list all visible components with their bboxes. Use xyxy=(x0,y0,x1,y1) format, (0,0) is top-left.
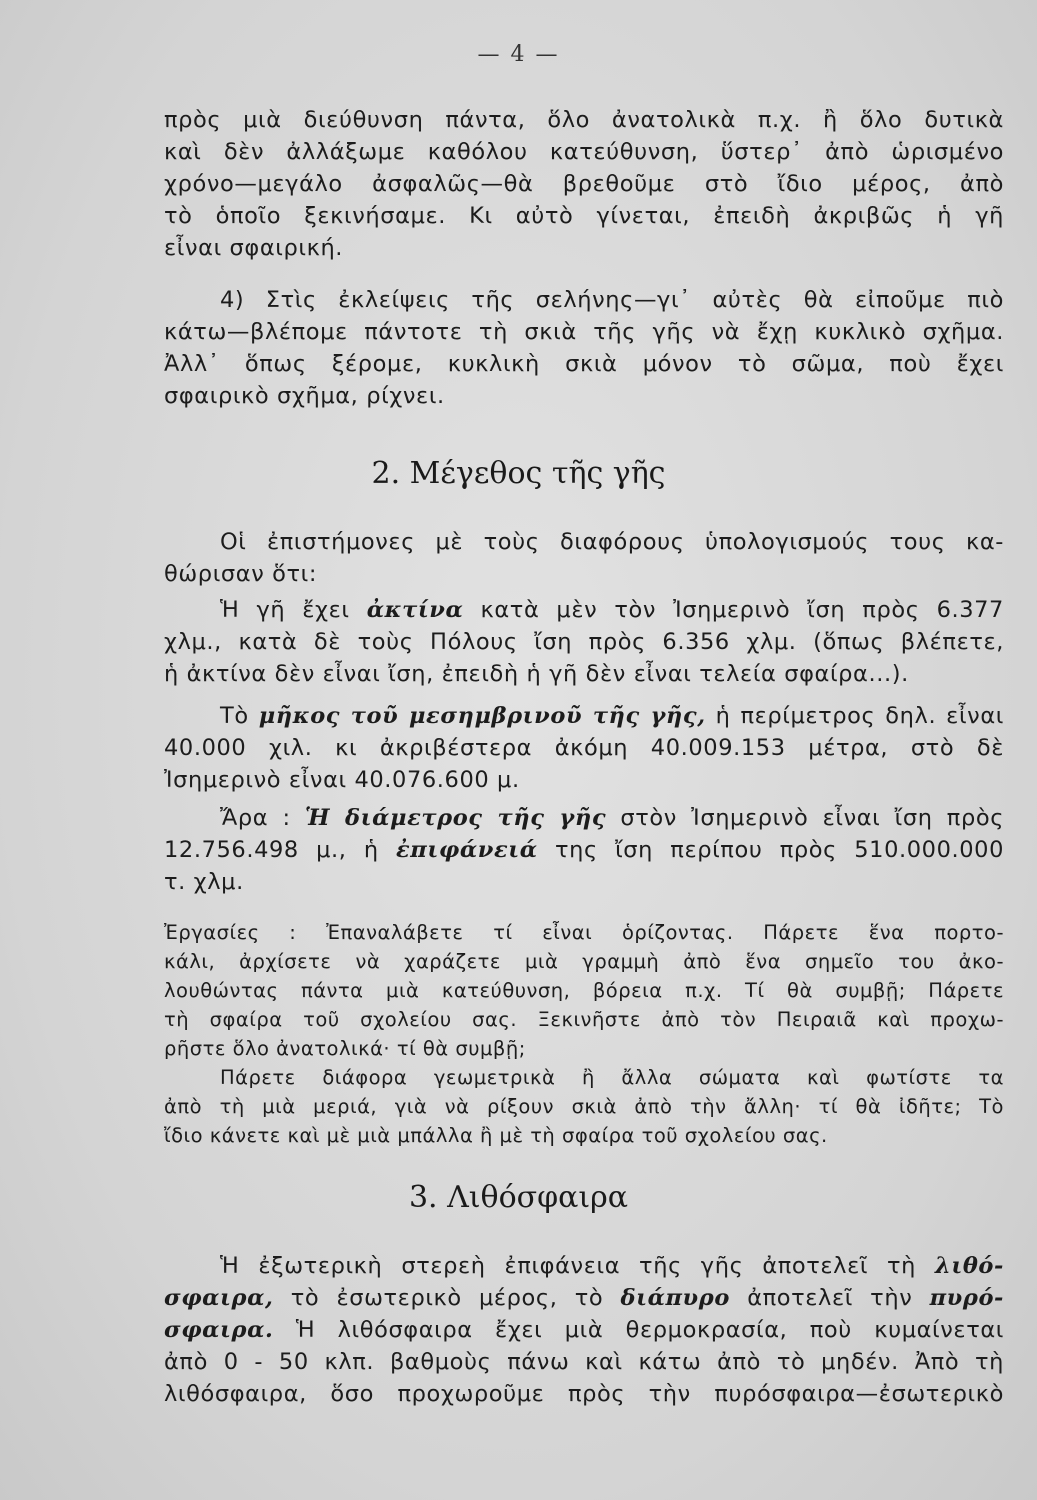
emphasis-surface: ἐπιφάνειά xyxy=(396,837,538,863)
emphasis-diapyro: διάπυρο xyxy=(620,1285,730,1311)
text-line xyxy=(164,700,1004,732)
paragraph-meridian xyxy=(164,700,1004,796)
text-line: Πάρετε διάφορα γεωμετρικὰ ἢ ἄλλα σώματα καὶ φωτίστε τα xyxy=(220,1066,1004,1089)
paragraph-eclipse xyxy=(164,284,1004,412)
text-line: ἴδιο κάνετε καὶ μὲ μιὰ μπάλλα ἢ μὲ τὴ σφαίρα τοῦ σχολείου σας. xyxy=(164,1124,828,1147)
text-line: καὶ δὲν ἀλλάξωμε καθόλου κατεύθυνση, ὕστερ᾽ ἀπὸ ὡρισμένο xyxy=(164,139,1004,165)
text-line: λιθόσφαιρα, ὅσο προχωροῦμε πρὸς τὴν πυρόσφαιρα—ἐσωτερικὸ xyxy=(164,1381,1004,1407)
text-line: ρῆστε ὅλο ἀνατολικά· τί θὰ συμβῇ; xyxy=(164,1037,526,1060)
text-run: Ἐπαναλάβετε τί εἶναι ὁρίζοντας. Πάρετε ἕνα πορτο- xyxy=(326,921,1004,944)
emphasis-radius: ἀκτίνα xyxy=(366,597,464,623)
text-line: ἡ ἀκτίνα δὲν εἶναι ἴση, ἐπειδὴ ἡ γῆ δὲν εἶναι τελεία σφαίρα...). xyxy=(164,661,909,687)
text-line: ἀπὸ 0 - 50 κλπ. βαθμοὺς πάνω καὶ κάτω ἀπὸ τὸ μηδέν. Ἀπὸ τὴ xyxy=(164,1349,1004,1375)
text-line: κάτω—βλέπομε πάντοτε τὴ σκιὰ τῆς γῆς νὰ ἔχῃ κυκλικὸ σχῆμα. xyxy=(164,319,1004,345)
emphasis-meridian: μῆκος τοῦ μεσημβρινοῦ τῆς γῆς, xyxy=(258,703,706,729)
emphasis-pyro: πυρό- xyxy=(929,1285,1004,1311)
paragraph-continuation xyxy=(164,104,1004,264)
text-run: στὸν Ἰσημερινὸ εἶναι ἴση πρὸς xyxy=(620,805,1004,831)
section-heading-size: 2. Μέγεθος τῆς γῆς xyxy=(371,456,666,491)
text-line xyxy=(164,594,1004,626)
exercises-label: Ἐργασίες : xyxy=(164,921,297,944)
text-line: τ. χλμ. xyxy=(164,869,244,895)
text-run: Τὸ xyxy=(220,703,249,729)
text-line: εἶναι σφαιρική. xyxy=(164,235,344,261)
emphasis-pyro-end: σφαιρα. xyxy=(164,1317,274,1343)
paragraph-diameter xyxy=(164,802,1004,898)
text-line xyxy=(164,1314,1004,1346)
text-line: λουθώντας πάντα μιὰ κατεύθυνση, βόρεια π.χ. Τί θὰ συμβῇ; Πάρετε xyxy=(164,979,1004,1002)
text-line: θώρισαν ὅτι: xyxy=(164,561,318,587)
text-line: 4) Στὶς ἐκλείψεις τῆς σελήνης—γι᾽ αὐτὲς θὰ εἰποῦμε πιὸ xyxy=(220,287,1004,313)
text-line xyxy=(164,1282,1004,1314)
text-line: Οἱ ἐπιστήμονες μὲ τοὺς διαφόρους ὑπολογισμούς τους κα- xyxy=(220,529,1004,555)
text-run: κατὰ μὲν τὸν Ἰσημερινὸ ἴση πρὸς 6.377 xyxy=(480,597,1004,623)
text-line: κάλι, ἀρχίσετε νὰ χαράζετε μιὰ γραμμὴ ἀπὸ ἕνα σημεῖο του ἀκο- xyxy=(164,950,1004,973)
paragraph-radius xyxy=(164,594,1004,690)
text-run: Ἡ ἐξωτερικὴ στερεὴ ἐπιφάνεια τῆς γῆς ἀποτελεῖ τὴ xyxy=(220,1253,917,1279)
section-heading-lithosphere: 3. Λιθόσφαιρα xyxy=(408,1180,629,1215)
text-line: χλμ., κατὰ δὲ τοὺς Πόλους ἴση πρὸς 6.356 χλμ. (ὅπως βλέπετε, xyxy=(164,629,1004,655)
text-run: ἡ περίμετρος δηλ. εἶναι xyxy=(715,703,1004,729)
text-line xyxy=(164,918,1004,947)
text-line: Ἰσημερινὸ εἶναι 40.076.600 μ. xyxy=(164,767,520,793)
text-line xyxy=(164,802,1004,834)
text-run: ἀποτελεῖ τὴν xyxy=(747,1285,913,1311)
text-run: Ἡ γῆ ἔχει xyxy=(220,597,350,623)
emphasis-litho: λιθό- xyxy=(934,1253,1004,1279)
emphasis-litho-end: σφαιρα, xyxy=(164,1285,274,1311)
exercises-block xyxy=(164,918,1004,1150)
text-line: χρόνο—μεγάλο ἀσφαλῶς—θὰ βρεθοῦμε στὸ ἴδιο μέρος, ἀπὸ xyxy=(164,171,1004,197)
text-line xyxy=(164,1250,1004,1282)
text-line: 40.000 χιλ. κι ἀκριβέστερα ἀκόμη 40.009.153 μέτρα, στὸ δὲ xyxy=(164,735,1004,761)
page-number: — 4 — xyxy=(477,42,560,67)
text-line: πρὸς μιὰ διεύθυνση πάντα, ὅλο ἀνατολικὰ π.χ. ἢ ὅλο δυτικὰ xyxy=(164,107,1004,133)
text-run: Ἡ λιθόσφαιρα ἔχει μιὰ θερμοκρασία, ποὺ κυμαίνεται xyxy=(295,1317,1004,1343)
paragraph-scientists xyxy=(164,526,1004,590)
text-line: σφαιρικὸ σχῆμα, ρίχνει. xyxy=(164,383,445,409)
text-run: Ἄρα : xyxy=(220,805,291,831)
text-run: της ἴση περίπου πρὸς 510.000.000 xyxy=(554,837,1004,863)
text-line: ἀπὸ τὴ μιὰ μεριά, γιὰ νὰ ρίξουν σκιὰ ἀπὸ τὴν ἄλλη· τί θὰ ἰδῆτε; Τὸ xyxy=(164,1095,1004,1118)
paragraph-lithosphere xyxy=(164,1250,1004,1410)
text-line: τὴ σφαίρα τοῦ σχολείου σας. Ξεκινῆστε ἀπὸ τὸν Πειραιᾶ καὶ προχω- xyxy=(164,1008,1004,1031)
text-line xyxy=(164,834,1004,866)
text-run: τὸ ἐσωτερικὸ μέρος, τὸ xyxy=(290,1285,604,1311)
emphasis-diameter: Ἡ διάμετρος τῆς γῆς xyxy=(304,805,607,831)
text-line: Ἀλλ᾽ ὅπως ξέρομε, κυκλικὴ σκιὰ μόνον τὸ σῶμα, ποὺ ἔχει xyxy=(164,351,1004,377)
text-run: 12.756.498 μ., ἡ xyxy=(164,837,379,863)
text-line: τὸ ὁποῖο ξεκινήσαμε. Κι αὐτὸ γίνεται, ἐπειδὴ ἀκριβῶς ἡ γῆ xyxy=(164,203,1004,229)
